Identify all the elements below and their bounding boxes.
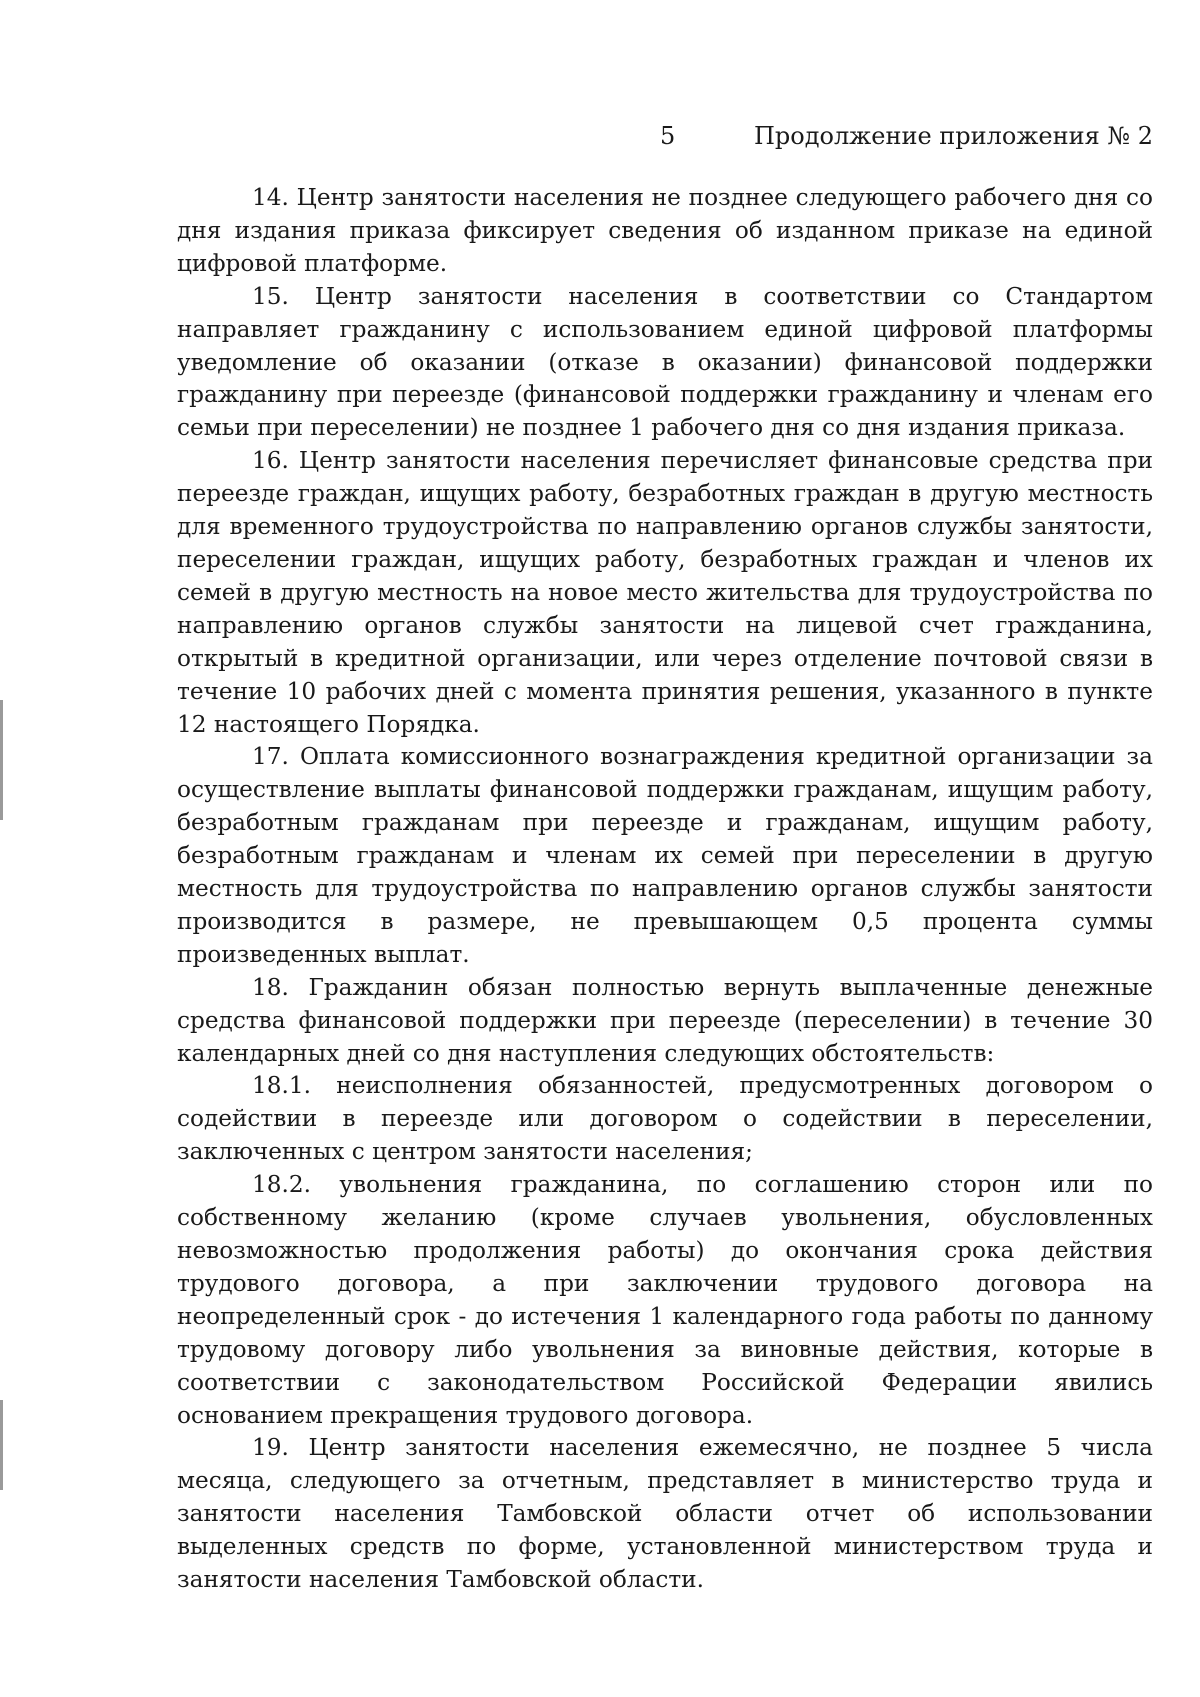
paragraph-17: 17. Оплата комиссионного вознаграждения кредитной организации за осуществление выплаты финансовой поддержки гражданам, ищущим работу, безработным гражданам при переезде и гражданам, ищущим работу, безработным гражданам и членам их семей при переселении в другую местность для трудоустройства по направлению органов службы занятости производится в размере, не превышающем 0,5 процента суммы произведенных выплат. <box>177 743 1153 968</box>
paragraph-15: 15. Центр занятости населения в соответствии со Стандартом направляет гражданину с использованием единой цифровой платформы уведомление об оказании (отказе в оказании) финансовой поддержки гражданину при переезде (финансовой поддержки гражданину и членам его семьи при переселении) не позднее 1 рабочего дня со дня издания приказа. <box>177 282 1153 442</box>
paragraph-18-2: 18.2. увольнения гражданина, по соглашению сторон или по собственному желанию (кроме случаев увольнения, обусловленных невозможностью продолжения работы) до окончания срока действия трудового договора, а при заключении трудового договора на неопределенный срок - до истечения 1 календарного года работы по данному трудовому договору либо увольнения за виновные действия, которые в соответствии с законодательством Российской Федерации явились основанием прекращения трудового договора. <box>177 1171 1153 1429</box>
scan-edge-mark <box>0 1400 3 1490</box>
document-body <box>177 182 1153 1597</box>
page-header <box>0 122 1200 158</box>
appendix-continuation-note: Продолжение приложения № 2 <box>753 122 1153 150</box>
paragraph-18: 18. Гражданин обязан полностью вернуть выплаченные денежные средства финансовой поддержки при переезде (переселении) в течение 30 календарных дней со дня наступления следующих обстоятельств: <box>177 973 1153 1067</box>
scan-edge-mark <box>0 700 3 820</box>
paragraph-19: 19. Центр занятости населения ежемесячно, не позднее 5 числа месяца, следующего за отчетным, представляет в министерство труда и занятости населения Тамбовской области отчет об использовании выделенных средств по форме, установленной министерством труда и занятости населения Тамбовской области. <box>177 1434 1153 1594</box>
paragraph-14: 14. Центр занятости населения не позднее следующего рабочего дня со дня издания приказа фиксирует сведения об изданном приказе на единой цифровой платформе. <box>177 184 1153 277</box>
paragraph-18-1: 18.1. неисполнения обязанностей, предусмотренных договором о содействии в переезде или договором о содействии в переселении, заключенных с центром занятости населения; <box>177 1072 1153 1166</box>
paragraph-16: 16. Центр занятости населения перечисляет финансовые средства при переезде граждан, ищущих работу, безработных граждан в другую местность для временного трудоустройства по направлению органов службы занятости, переселении граждан, ищущих работу, безработных граждан и членов их семей в другую местность на новое место жительства для трудоустройства по направлению органов службы занятости на лицевой счет гражданина, открытый в кредитной организации, или через отделение почтовой связи в течение 10 рабочих дней с момента принятия решения, указанного в пункте 12 настоящего Порядка. <box>177 447 1153 738</box>
page-number: 5 <box>660 122 676 150</box>
